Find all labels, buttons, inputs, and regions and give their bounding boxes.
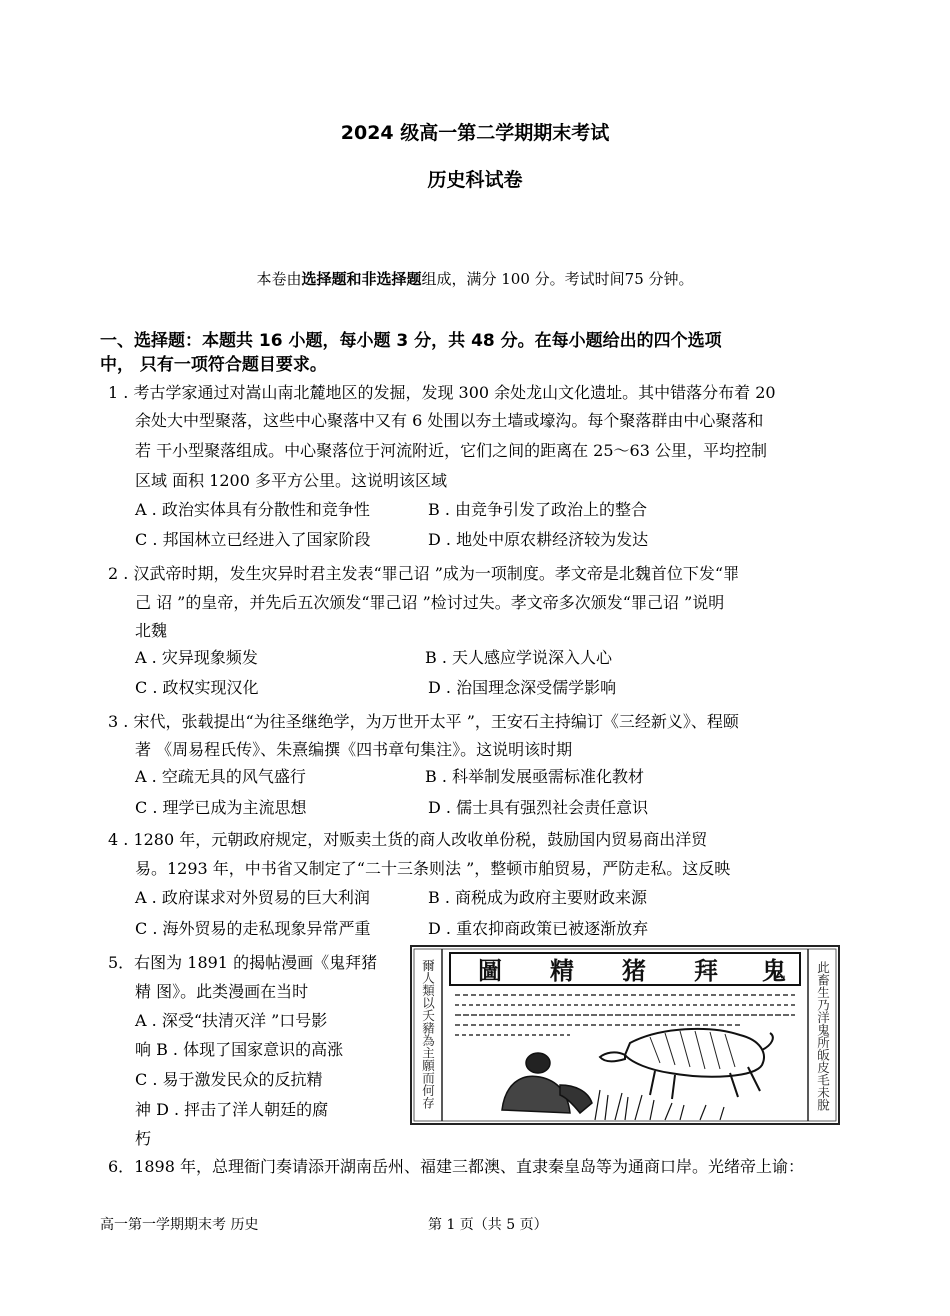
question-4-option-a: A . 政府谋求对外贸易的巨大利润: [135, 888, 370, 907]
question-4-option-c: C . 海外贸易的走私现象异常严重: [135, 919, 371, 938]
banner-char: 猪: [622, 956, 646, 985]
question-3-option-d: D . 儒士具有强烈社会责任意识: [428, 798, 649, 817]
question-3-line: 3 . 宋代，张载提出“为往圣继绝学，为万世开太平 ”，王安石主持编订《三经新义》、程颐: [108, 712, 739, 731]
question-1-line: 余处大中型聚落，这些中心聚落中又有 6 处围以夯土墙或壕沟。每个聚落群由中心聚落和: [135, 411, 764, 430]
question-3-option-c: C . 理学已成为主流思想: [135, 798, 307, 817]
question-3-option-a: A . 空疏无具的风气盛行: [135, 767, 306, 786]
intro-prefix: 本卷由: [256, 270, 302, 288]
question-3-line: 著 《周易程氏传》、朱熹编撰《四书章句集注》。这说明该时期: [135, 740, 573, 759]
question-5-line: 精 图》。此类漫画在当时: [135, 982, 309, 1001]
question-4-option-d: D . 重农抑商政策已被逐渐放弃: [428, 919, 649, 938]
cartoon-right-caption: 此畜生乃洋鬼所皈皮毛未脫: [815, 961, 831, 1111]
question-1-line: 区域 面积 1200 多平方公里。这说明该区域: [135, 471, 447, 490]
question-1-option-a: A . 政治实体具有分散性和竞争性: [135, 500, 370, 519]
question-2-line: 2 . 汉武帝时期，发生灾异时君主发表“罪己诏 ”成为一项制度。孝文帝是北魏首位下发“罪: [108, 564, 740, 583]
question-5-line: 朽: [135, 1129, 152, 1148]
question-2-line: 己 诏 ”的皇帝，并先后五次颁发“罪己诏 ”检讨过失。孝文帝多次颁发“罪己诏 ”说明: [135, 593, 725, 612]
question-2-option-d: D . 治国理念深受儒学影响: [428, 678, 617, 697]
question-1-option-d: D . 地处中原农耕经济较为发达: [428, 530, 649, 549]
banner-char: 精: [550, 956, 574, 985]
question-3-option-b: B . 科举制发展亟需标准化教材: [425, 767, 645, 786]
section-heading-line2: 中， 只有一项符合题目要求。: [100, 355, 327, 375]
cartoon-left-caption: 爾人類以夭豬為主願而何存: [420, 959, 436, 1109]
question-5-line: 响 B . 体现了国家意识的高涨: [135, 1040, 344, 1059]
question-5-line: 神 D . 抨击了洋人朝廷的腐: [135, 1100, 329, 1119]
exam-subtitle: 历史科试卷: [427, 169, 523, 191]
banner-char: 拜: [694, 956, 718, 985]
question-2-option-c: C . 政权实现汉化: [135, 678, 259, 697]
section-heading-line1: 一、选择题：本题共 16 小题，每小题 3 分，共 48 分。在每小题给出的四个选项: [100, 331, 722, 351]
question-6-line: 6．1898 年，总理衙门奏请添开湖南岳州、福建三都澳、直隶秦皇岛等为通商口岸。光绪帝上谕：: [108, 1157, 804, 1176]
intro-suffix: 组成，满分 100 分。考试时间75 分钟。: [421, 270, 694, 288]
footer-page-number: 第 1 页（共 5 页）: [428, 1217, 548, 1233]
cartoon-illustration: [410, 945, 840, 1125]
question-2-line: 北魏: [135, 621, 168, 640]
question-5-line: C . 易于激发民众的反抗精: [135, 1070, 323, 1089]
question-4-line: 4 . 1280 年，元朝政府规定，对贩卖土货的商人改收单份税，鼓励国内贸易商出洋贸: [108, 830, 708, 849]
question-5-line: A . 深受“扶清灭洋 ”口号影: [135, 1011, 328, 1030]
intro-bold: 选择题和非选择题: [301, 270, 422, 288]
banner-char: 鬼: [762, 956, 786, 985]
question-2-option-b: B . 天人感应学说深入人心: [425, 648, 613, 667]
question-5-line: 5．右图为 1891 的揭帖漫画《鬼拜猪: [108, 953, 378, 972]
exam-intro: [0, 268, 950, 289]
exam-title: 2024 级高一第二学期期末考试: [340, 122, 610, 144]
banner-char: 圖: [478, 956, 502, 985]
question-1-option-c: C . 邦国林立已经进入了国家阶段: [135, 530, 371, 549]
question-1-line: 若 干小型聚落组成。中心聚落位于河流附近，它们之间的距离在 25～63 公里，平均控制: [135, 441, 767, 460]
question-4-line: 易。1293 年，中书省又制定了“二十三条则法 ”，整顿市舶贸易，严防走私。这反映: [135, 859, 731, 878]
question-1-line: 1 . 考古学家通过对嵩山南北麓地区的发掘，发现 300 余处龙山文化遗址。其中错落分布着 20: [108, 383, 776, 402]
footer-left: 高一第一学期期末考 历史: [100, 1217, 259, 1233]
question-2-option-a: A . 灾异现象频发: [135, 648, 258, 667]
question-4-option-b: B . 商税成为政府主要财政来源: [428, 888, 648, 907]
question-1-option-b: B . 由竞争引发了政治上的整合: [428, 500, 648, 519]
